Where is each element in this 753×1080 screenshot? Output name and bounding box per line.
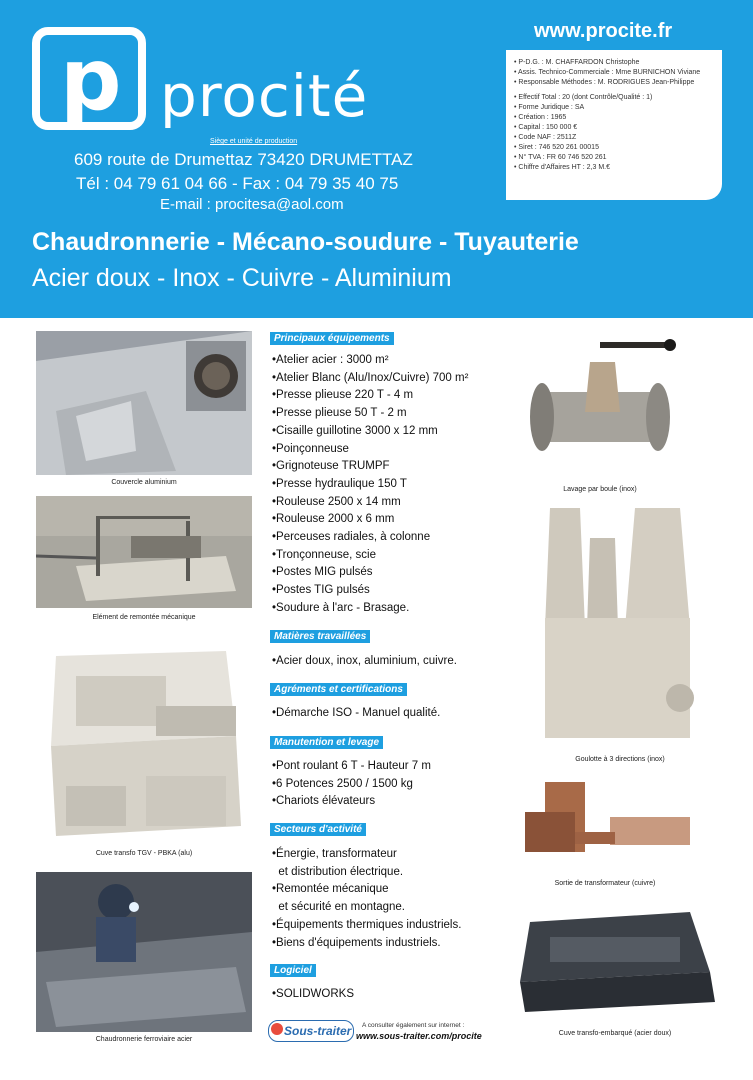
info-line: • Responsable Méthodes : M. RODRIGUES Jean-Philippe bbox=[514, 78, 716, 88]
section-title-matieres: Matières travaillées bbox=[270, 630, 370, 643]
manutention-list bbox=[272, 758, 431, 811]
info-line: • Forme Juridique : SA bbox=[514, 103, 716, 113]
info-line: • P-D.G. : M. CHAFFARDON Christophe bbox=[514, 58, 716, 68]
info-line: • Code NAF : 2511Z bbox=[514, 133, 716, 143]
agrements-list bbox=[272, 705, 440, 723]
list-item: • Remontée mécanique bbox=[272, 881, 461, 899]
photo-sortie-transformateur bbox=[515, 772, 695, 874]
list-item: • Biens d'équipements industriels. bbox=[272, 935, 461, 953]
sous-traiter-label: Sous-traiter bbox=[284, 1024, 352, 1038]
list-item: • Presse plieuse 220 T - 4 m bbox=[272, 387, 468, 405]
list-item: • Énergie, transformateur bbox=[272, 846, 461, 864]
list-item: • Cisaille guillotine 3000 x 12 mm bbox=[272, 423, 468, 441]
sous-traiter-icon bbox=[271, 1023, 283, 1035]
list-item: • Atelier Blanc (Alu/Inox/Cuivre) 700 m² bbox=[272, 370, 468, 388]
list-item: • Perceuses radiales, à colonne bbox=[272, 529, 468, 547]
phone-fax: Tél : 04 79 61 04 66 - Fax : 04 79 35 40 75 bbox=[76, 174, 399, 193]
equipements-list bbox=[272, 352, 468, 618]
list-item: • Postes MIG pulsés bbox=[272, 564, 468, 582]
logo-letter: p bbox=[60, 30, 122, 130]
caption: Chaudronnerie ferroviaire acier bbox=[95, 1036, 193, 1043]
photo-couvercle-aluminium bbox=[36, 331, 252, 475]
list-item: • Pont roulant 6 T - Hauteur 7 m bbox=[272, 758, 431, 776]
list-item: • 6 Potences 2500 / 1500 kg bbox=[272, 776, 431, 794]
list-item: • Équipements thermiques industriels. bbox=[272, 917, 461, 935]
list-item: • Presse plieuse 50 T - 2 m bbox=[272, 405, 468, 423]
list-item: et sécurité en montagne. bbox=[278, 901, 405, 914]
caption: Cuve transfo-embarqué (acier doux) bbox=[558, 1030, 672, 1037]
list-item: • Acier doux, inox, aluminium, cuivre. bbox=[272, 653, 457, 671]
section-title-equipements: Principaux équipements bbox=[270, 332, 394, 345]
list-item: • Poinçonneuse bbox=[272, 441, 468, 459]
footer-note: A consulter également sur internet : bbox=[362, 1022, 465, 1029]
photo-cuve-transfo-tgv bbox=[36, 636, 252, 842]
procite-logo bbox=[32, 27, 146, 130]
page-title: Chaudronnerie - Mécano-soudure - Tuyauterie bbox=[32, 228, 579, 256]
section-title-secteurs: Secteurs d'activité bbox=[270, 823, 366, 836]
caption: Sortie de transformateur (cuivre) bbox=[554, 880, 656, 887]
caption: Elément de remontée mécanique bbox=[92, 614, 196, 621]
list-item: • Grignoteuse TRUMPF bbox=[272, 458, 468, 476]
list-item: • Chariots élévateurs bbox=[272, 793, 431, 811]
list-item: • Postes TIG pulsés bbox=[272, 582, 468, 600]
list-item: • Tronçonneuse, scie bbox=[272, 547, 468, 565]
page-subtitle: Acier doux - Inox - Cuivre - Aluminium bbox=[32, 264, 452, 292]
section-title-agrements: Agréments et certifications bbox=[270, 683, 407, 696]
info-line: • Capital : 150 000 € bbox=[514, 123, 716, 133]
caption: Lavage par boule (inox) bbox=[563, 486, 637, 493]
photo-remontee-mecanique bbox=[36, 496, 252, 608]
section-title-logiciel: Logiciel bbox=[270, 964, 316, 977]
company-info-box bbox=[506, 50, 722, 200]
info-line: • Chiffre d'Affaires HT : 2,3 M.€ bbox=[514, 163, 716, 173]
photo-goulotte-3-directions bbox=[540, 508, 700, 748]
secteurs-list bbox=[272, 846, 461, 952]
info-line: • Effectif Total : 20 (dont Contrôle/Qualité : 1) bbox=[514, 93, 716, 103]
list-item: • Soudure à l'arc - Brasage. bbox=[272, 600, 468, 618]
address: 609 route de Drumettaz 73420 DRUMETTAZ bbox=[74, 150, 413, 169]
list-item: • Presse hydraulique 150 T bbox=[272, 476, 468, 494]
photo-chaudronnerie-ferroviaire bbox=[36, 872, 252, 1032]
photo-cuve-transfo-embarque bbox=[510, 902, 720, 1026]
section-title-manutention: Manutention et levage bbox=[270, 736, 383, 749]
brand-name: procité bbox=[160, 62, 369, 130]
info-line: • N° TVA : FR 60 746 520 261 bbox=[514, 153, 716, 163]
list-item: • SOLIDWORKS bbox=[272, 986, 354, 1004]
list-item: • Atelier acier : 3000 m² bbox=[272, 352, 468, 370]
caption: Goulotte à 3 directions (inox) bbox=[575, 756, 665, 763]
email: E-mail : procitesa@aol.com bbox=[160, 196, 344, 213]
siege-label: Siège et unité de production bbox=[210, 138, 298, 145]
list-item: et distribution électrique. bbox=[278, 865, 404, 878]
footer-url-link[interactable]: www.sous-traiter.com/procite bbox=[356, 1031, 482, 1041]
logiciel-list bbox=[272, 986, 354, 1004]
info-line: • Siret : 746 520 261 00015 bbox=[514, 143, 716, 153]
photo-lavage-par-boule bbox=[520, 332, 680, 482]
website-link[interactable]: www.procite.fr bbox=[534, 20, 673, 42]
info-line: • Assis. Technico-Commerciale : Mme BURNICHON Viviane bbox=[514, 68, 716, 78]
caption: Couvercle aluminium bbox=[111, 479, 177, 486]
list-item: • Rouleuse 2000 x 6 mm bbox=[272, 511, 468, 529]
info-line: • Création : 1965 bbox=[514, 113, 716, 123]
caption: Cuve transfo TGV - PBKA (alu) bbox=[95, 850, 193, 857]
matieres-list bbox=[272, 653, 457, 671]
list-item: • Démarche ISO - Manuel qualité. bbox=[272, 705, 440, 723]
list-item: • Rouleuse 2500 x 14 mm bbox=[272, 494, 468, 512]
